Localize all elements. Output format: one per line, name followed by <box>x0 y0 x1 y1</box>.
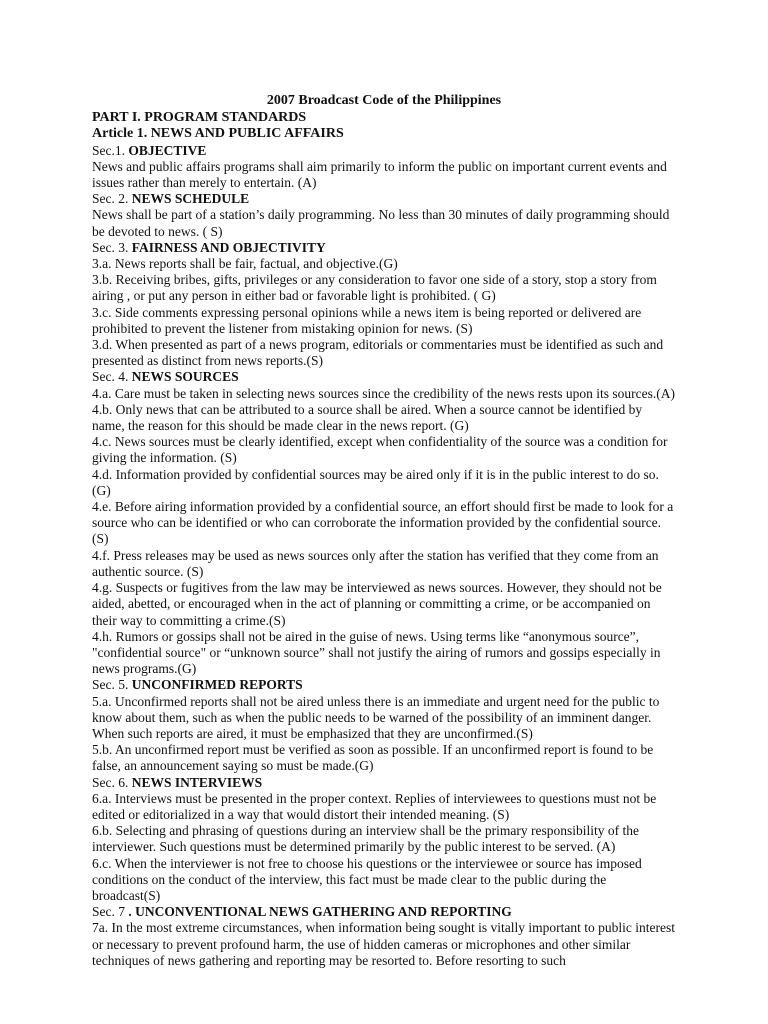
section-title: NEWS SCHEDULE <box>131 191 250 207</box>
section-label: Sec. 3. <box>92 239 129 255</box>
section-paragraph: 3.a. News reports shall be fair, factual, and objective.(G) <box>92 256 398 272</box>
section-paragraph: 3.d. When presented as part of a news program, editorials or commentaries must be identified as such and presented as distinct from news reports.(S) <box>92 337 664 369</box>
document-title: 2007 Broadcast Code of the Philippines <box>266 93 502 108</box>
section-paragraph: 3.b. Receiving bribes, gifts, privileges or any consideration to favor one side of a story, stop a story from airing , or put any person in either bad or favorable light is prohibited. ( G) <box>92 272 657 304</box>
section-title: NEWS INTERVIEWS <box>131 774 263 790</box>
section-paragraph: 7a. In the most extreme circumstances, when information being sought is vitally important to public interest or necessary to prevent profound harm, the use of hidden cameras or microphones and other similar techniques of news gathering and reporting may be resorted to. Before resorting to such <box>92 920 675 968</box>
section-paragraph: 4.h. Rumors or gossips shall not be aired in the guise of news. Using terms like “anonymous source”, "confidential source" or “unknown source” shall not justify the airing of rumors and gossips especially in news programs.(G) <box>92 628 661 677</box>
section-title: NEWS SOURCES <box>131 369 239 385</box>
section-label: Sec. 6. <box>92 774 129 790</box>
section-heading <box>92 677 676 693</box>
section-label: Sec.1. <box>92 142 125 158</box>
section-heading <box>92 369 676 385</box>
section-heading <box>92 191 676 207</box>
section-paragraph: 4.e. Before airing information provided by a confidential source, an effort should first be made to look for a source who can be identified or who can corroborate the information provided by the confidential source. (S) <box>92 499 674 547</box>
section-paragraph: 4.f. Press releases may be used as news sources only after the station has verified that they come from an authentic source. (S) <box>92 547 659 579</box>
section-paragraph: 4.c. News sources must be clearly identified, except when confidentiality of the source was a condition for giving the information. (S) <box>92 434 668 466</box>
section-paragraph: 6.a. Interviews must be presented in the proper context. Replies of interviewees to questions must not be edited or editorialized in a way that would distort their intended meaning. (S) <box>92 790 657 822</box>
section-heading <box>92 240 676 256</box>
sections-container <box>92 143 676 969</box>
section-paragraph: 6.c. When the interviewer is not free to choose his questions or the interviewee or source has imposed conditions on the conduct of the interview, this fact must be made clear to the public during the broadcast(S) <box>92 855 642 903</box>
section-paragraph: News and public affairs programs shall aim primarily to inform the public on important current events and issues rather than merely to entertain. (A) <box>92 158 667 191</box>
part-heading: PART I. PROGRAM STANDARDS <box>92 110 307 126</box>
section-title: UNCONFIRMED REPORTS <box>131 677 303 693</box>
section-paragraph: 4.b. Only news that can be attributed to a source shall be aired. When a source cannot be identified by name, the reason for this should be made clear in the news report. (G) <box>92 401 643 434</box>
section-paragraph: 4.a. Care must be taken in selecting news sources since the credibility of the news rests upon its sources.(A) <box>92 385 675 401</box>
section-title: FAIRNESS AND OBJECTIVITY <box>131 239 326 255</box>
section-heading <box>92 904 676 920</box>
section-label: Sec. 2. <box>92 191 129 207</box>
section-title: . UNCONVENTIONAL NEWS GATHERING AND REPORTING <box>128 904 512 920</box>
article-heading: Article 1. NEWS AND PUBLIC AFFAIRS <box>92 126 344 142</box>
section-paragraph: 5.a. Unconfirmed reports shall not be aired unless there is an immediate and urgent need for the public to know about them, such as when the public needs to be warned of the possibility of an imminent danger. When such reports are aired, it must be emphasized that they are unconfirmed.(S) <box>92 693 660 741</box>
section-paragraph: News shall be part of a station’s daily programming. No less than 30 minutes of daily programming should be devoted to news. ( S) <box>92 207 670 239</box>
section-title: OBJECTIVE <box>128 142 207 158</box>
section-paragraph: 4.g. Suspects or fugitives from the law may be interviewed as news sources. However, they should not be aided, abetted, or encouraged when in the act of planning or committing a crime, or be accompanied on their way to committing a crime.(S) <box>92 580 662 628</box>
section-label: Sec. 7 <box>92 904 125 920</box>
section-paragraph: 4.d. Information provided by confidential sources may be aired only if it is in the public interest to do so. (G) <box>92 466 659 498</box>
document-page <box>92 93 676 969</box>
section-paragraph: 5.b. An unconfirmed report must be verified as soon as possible. If an unconfirmed report is found to be false, an announcement saying so must be made.(G) <box>92 742 654 774</box>
section-paragraph: 3.c. Side comments expressing personal opinions while a news item is being reported or delivered are prohibited to prevent the listener from mistaking opinion for news. (S) <box>92 304 642 336</box>
section-label: Sec. 5. <box>92 677 129 693</box>
section-heading <box>92 143 676 159</box>
section-heading <box>92 775 676 791</box>
section-paragraph: 6.b. Selecting and phrasing of questions during an interview shall be the primary responsibility of the interviewer. Such questions must be determined primarily by the public interest to be served. (A) <box>92 823 640 855</box>
section-label: Sec. 4. <box>92 369 129 385</box>
